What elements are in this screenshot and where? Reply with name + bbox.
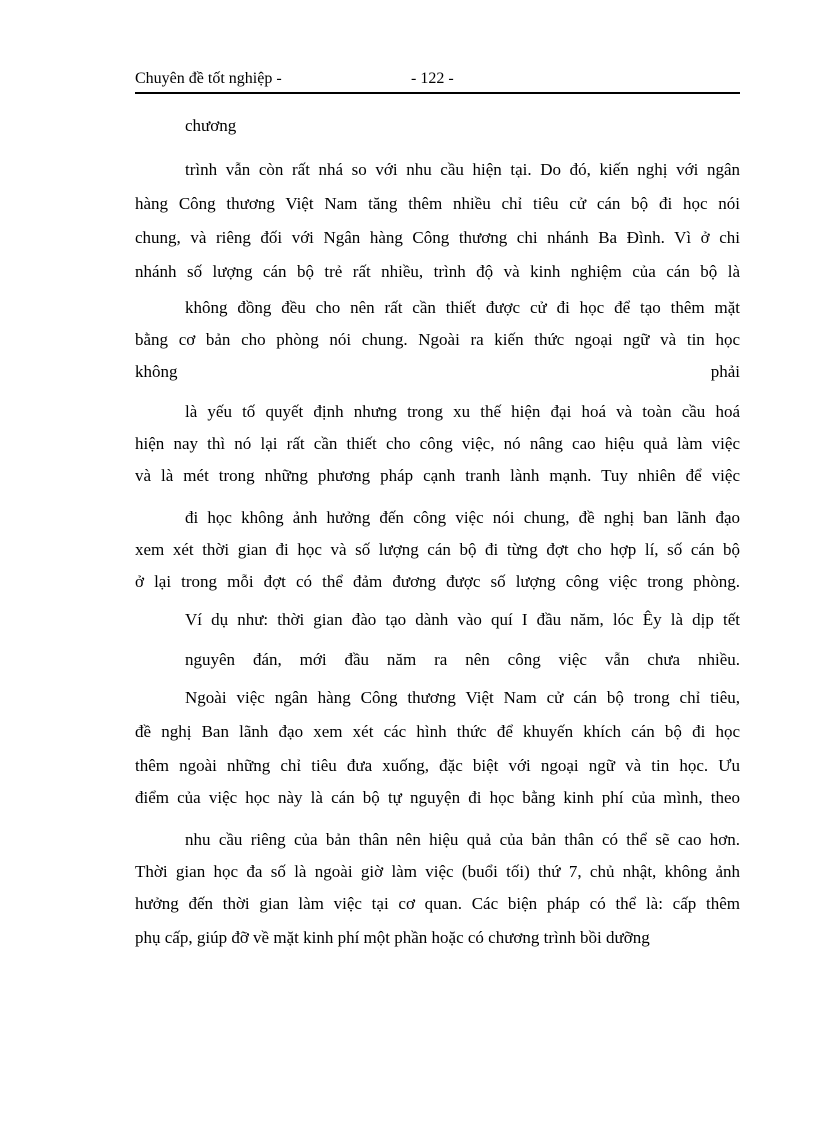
text-line: nhu cầu riêng của bản thân nên hiệu quả của bản thân có thể sẽ cao hơn. bbox=[185, 830, 740, 849]
text-line: chương bbox=[185, 116, 237, 135]
page-header bbox=[135, 66, 740, 94]
text-line: thêm ngoài những chỉ tiêu đưa xuống, đặc biệt với ngoại ngữ và tin học. Ưu bbox=[135, 756, 740, 775]
text-line: Thời gian học đa số là ngoài giờ làm việc (buổi tối) thứ 7, chủ nhật, không ảnh bbox=[135, 862, 740, 881]
text-line: phụ cấp, giúp đỡ về mặt kinh phí một phần hoặc có chương trình bồi dưỡng bbox=[135, 928, 650, 947]
text-line: đi học không ảnh hưởng đến công việc nói chung, đề nghị ban lãnh đạo bbox=[185, 508, 740, 527]
page-number: - 122 - bbox=[411, 70, 454, 87]
text-line: xem xét thời gian đi học và số lượng cán bộ đi từng đợt cho hợp lí, số cán bộ bbox=[135, 540, 740, 559]
text-line: Ngoài việc ngân hàng Công thương Việt Nam cử cán bộ trong chỉ tiêu, bbox=[185, 688, 740, 707]
text-line: và là mét trong những phương pháp cạnh tranh lành mạnh. Tuy nhiên để việc bbox=[135, 466, 740, 485]
text-line: nhánh số lượng cán bộ trẻ rất nhiều, trình độ và kinh nghiệm của cán bộ là bbox=[135, 262, 740, 281]
text-line: bằng cơ bản cho phòng nói chung. Ngoài ra kiến thức ngoại ngữ và tin học bbox=[135, 330, 740, 349]
text-line: ở lại trong mỗi đợt có thể đảm đương được số lượng công việc trong phòng. bbox=[135, 572, 740, 591]
text-line: trình vẫn còn rất nhá so với nhu cầu hiện tại. Do đó, kiến nghị với ngân bbox=[185, 160, 740, 179]
text-line: là yếu tố quyết định nhưng trong xu thế hiện đại hoá và toàn cầu hoá bbox=[185, 402, 740, 421]
text-line: hưởng đến thời gian làm việc tại cơ quan. Các biện pháp có thể là: cấp thêm bbox=[135, 894, 740, 913]
text-line: hàng Công thương Việt Nam tăng thêm nhiều chỉ tiêu cử cán bộ đi học nói bbox=[135, 194, 740, 213]
text-line: hiện nay thì nó lại rất cần thiết cho công việc, nó nâng cao hiệu quả làm việc bbox=[135, 434, 740, 453]
text-line: đề nghị Ban lãnh đạo xem xét các hình thức để khuyến khích cán bộ đi học bbox=[135, 722, 740, 741]
text-line: Ví dụ như: thời gian đào tạo dành vào quí I đầu năm, lóc Êy là dịp tết bbox=[185, 610, 740, 629]
text-line: điểm của việc học này là cán bộ tự nguyện đi học bằng kinh phí của mình, theo bbox=[135, 788, 740, 807]
text-line: nguyên đán, mới đầu năm ra nên công việc vẫn chưa nhiều. bbox=[185, 650, 740, 669]
text-line: không đồng đều cho nên rất cần thiết được cử đi học để tạo thêm mặt bbox=[185, 298, 740, 317]
text-line: không phải bbox=[135, 362, 740, 381]
document-title: Chuyên đề tốt nghiệp - bbox=[135, 70, 282, 87]
text-line: chung, và riêng đối với Ngân hàng Công thương chi nhánh Ba Đình. Vì ở chi bbox=[135, 228, 740, 247]
